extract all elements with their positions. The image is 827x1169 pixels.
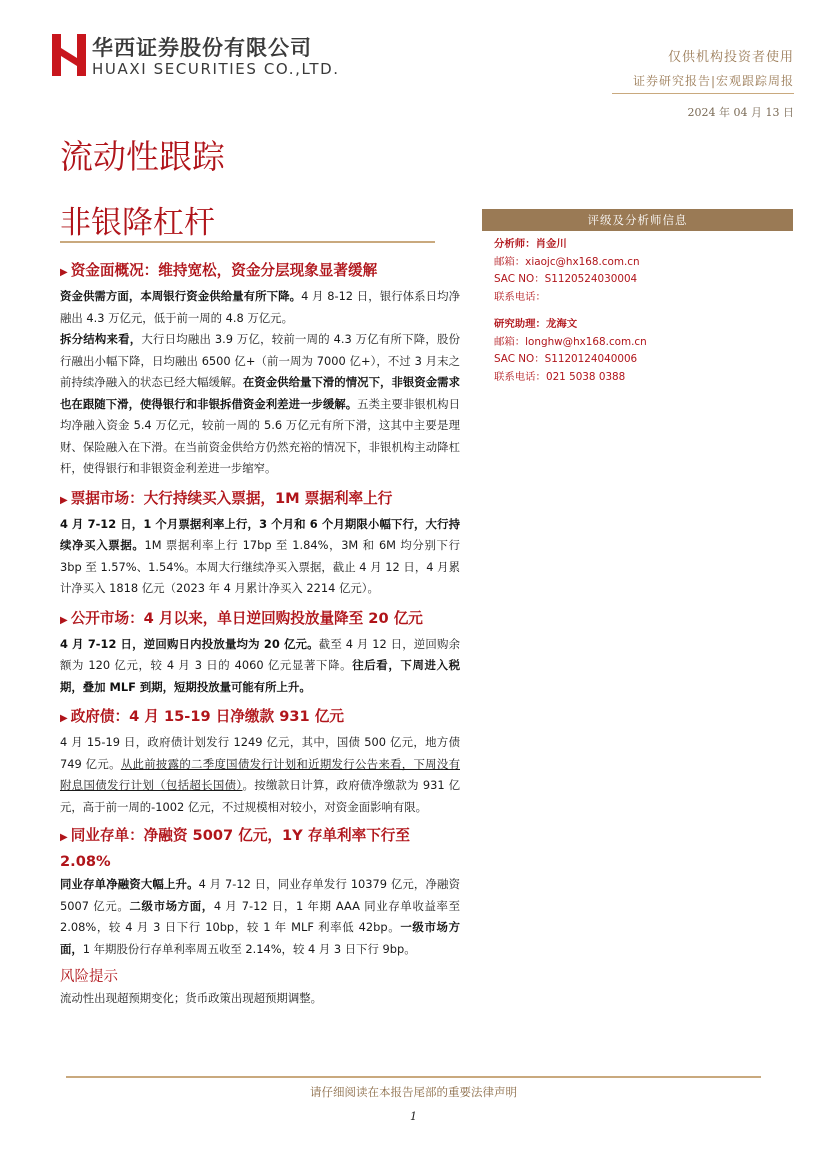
audience-note: 仅供机构投资者使用 xyxy=(667,50,794,65)
footer-disclaimer: 请仔细阅读在本报告尾部的重要法律声明 xyxy=(310,1085,517,1099)
analyst-email-link[interactable]: xiaojc@hx168.com.cn xyxy=(525,255,640,268)
risk-text: 流动性出现超预期变化；货币政策出现超预期调整。 xyxy=(60,991,322,1005)
title-divider xyxy=(60,241,435,243)
triangle-bullet-icon: ▶ xyxy=(60,494,68,506)
footer-divider xyxy=(66,1076,761,1078)
assistant-block xyxy=(494,316,647,386)
assistant-email-row: 邮箱：longhw@hx168.com.cn xyxy=(494,335,647,348)
assistant-name-row: 研究助理：龙海文 xyxy=(494,318,578,330)
section-government-bonds xyxy=(60,704,460,818)
assistant-email-link[interactable]: longhw@hx168.com.cn xyxy=(525,335,647,348)
section-paragraph: 4 月 7-12 日，逆回购日内投放量均为 20 亿元。截至 4 月 12 日，逆回购余额为 120 亿元，较 4 月 3 日的 4060 亿元显著下降。往后看，下周进入税期，叠加 MLF 到期，短期投放量可能有所上升。 xyxy=(60,636,460,694)
analyst-info-header: 评级及分析师信息 xyxy=(482,209,793,231)
section-heading: ▶ 票据市场：大行持续买入票据，1M 票据利率上行 xyxy=(60,489,393,507)
section-open-market xyxy=(60,606,460,699)
assistant-sac-row: SAC NO：S1120124040006 xyxy=(494,353,638,365)
analyst-email-row: 邮箱：xiaojc@hx168.com.cn xyxy=(494,255,640,268)
section-paragraph: 资金供需方面，本周银行资金供给量有所下降。4 月 8-12 日，银行体系日均净融出 4.3 万亿元，低于前一周的 4.8 万亿元。 xyxy=(60,289,460,325)
report-title: 流动性跟踪 xyxy=(60,137,225,176)
section-ncd xyxy=(60,824,460,960)
analyst-name-row: 分析师：肖金川 xyxy=(494,238,567,250)
section-heading: ▶ 公开市场：4 月以来，单日逆回购投放量降至 20 亿元 xyxy=(60,609,423,627)
triangle-bullet-icon: ▶ xyxy=(60,832,68,843)
section-paragraph: 同业存单净融资大幅上升。4 月 7-12 日，同业存单发行 10379 亿元，净融资 5007 亿元。二级市场方面，4 月 7-12 日，1 年期 AAA 同业存单收益率至 2.08%，较 4 月 3 日下行 10bp，较 1 年 MLF 利率低 42bp。一级市场方面，1 年期股份行存单利率周五收至 2.14%，较 4 月 3 日下行 9bp。 xyxy=(60,877,460,956)
section-paragraph: 4 月 7-12 日，1 个月票据利率上行，3 个月和 6 个月期限小幅下行，大行持续净买入票据。1M 票据利率上行 17bp 至 1.84%，3M 和 6M 均分别下行 3bp 至 1.57%、1.54%。本周大行继续净买入票据，截止 4 月 12 日，4 月累计净买入 1818 亿元（2023 年 4 月累计净买入 2214 亿元）。 xyxy=(60,516,460,595)
header-divider xyxy=(612,93,794,94)
section-paragraph: 4 月 15-19 日，政府债计划发行 1249 亿元，其中，国债 500 亿元，地方债 749 亿元。从此前披露的二季度国债发行计划和近期发行公告来看，下周没有附息国债发行计划（包括超长国债）。按缴款日计算，政府债净缴款为 931 亿元，高于前一周的-1002 亿元，不过规模相对较小，对资金面影响有限。 xyxy=(60,735,460,814)
report-body xyxy=(60,258,460,1010)
report-type: 证券研究报告|宏观跟踪周报 xyxy=(632,74,794,88)
analyst-phone-row: 联系电话： xyxy=(494,290,546,303)
section-bill-market xyxy=(60,486,460,600)
section-heading: ▶ 同业存单：净融资 5007 亿元，1Y 存单利率下行至 2.08% xyxy=(60,827,410,870)
section-paragraph: 拆分结构来看，大行日均融出 3.9 万亿，较前一周的 4.3 万亿有所下降，股份行融出小幅下降，日均融出 6500 亿+（前一周为 7000 亿+），不过 3 月末之前持续净融入的状态已经大幅缓解。在资金供给量下滑的情况下，非银资金需求也在跟随下滑，使得银行和非银拆借资金利差进一步缓解。五类主要非银机构日均净融入资金 5.4 万亿元，较前一周的 5.6 万亿元有所下滑，这其中主要是理财、保险融入在下滑。在当前资金供给方仍然充裕的情况下，非银机构主动降杠杆，使得银行和非银资金利差进一步缩窄。 xyxy=(60,332,460,475)
company-name-cn: 华西证券股份有限公司 xyxy=(92,36,312,60)
risk-heading: 风险提示 xyxy=(60,969,118,985)
page-number: 1 xyxy=(410,1110,417,1123)
analyst-block xyxy=(494,236,640,306)
triangle-bullet-icon: ▶ xyxy=(60,267,68,278)
section-heading: ▶ 资金面概况：维持宽松，资金分层现象显著缓解 xyxy=(60,262,378,279)
triangle-bullet-icon: ▶ xyxy=(60,713,68,724)
analyst-sac-row: SAC NO：S1120524030004 xyxy=(494,273,638,285)
huaxi-logo-icon xyxy=(52,34,86,76)
section-funding-overview xyxy=(60,258,460,480)
report-date: 2024 年 04 月 13 日 xyxy=(687,106,794,119)
section-heading: ▶ 政府债：4 月 15-19 日净缴款 931 亿元 xyxy=(60,708,344,725)
report-subtitle: 非银降杠杆 xyxy=(60,205,215,241)
company-name-en: HUAXI SECURITIES CO.,LTD. xyxy=(92,60,340,78)
triangle-bullet-icon: ▶ xyxy=(60,614,68,626)
assistant-phone-row: 联系电话：021 5038 0388 xyxy=(494,370,626,383)
